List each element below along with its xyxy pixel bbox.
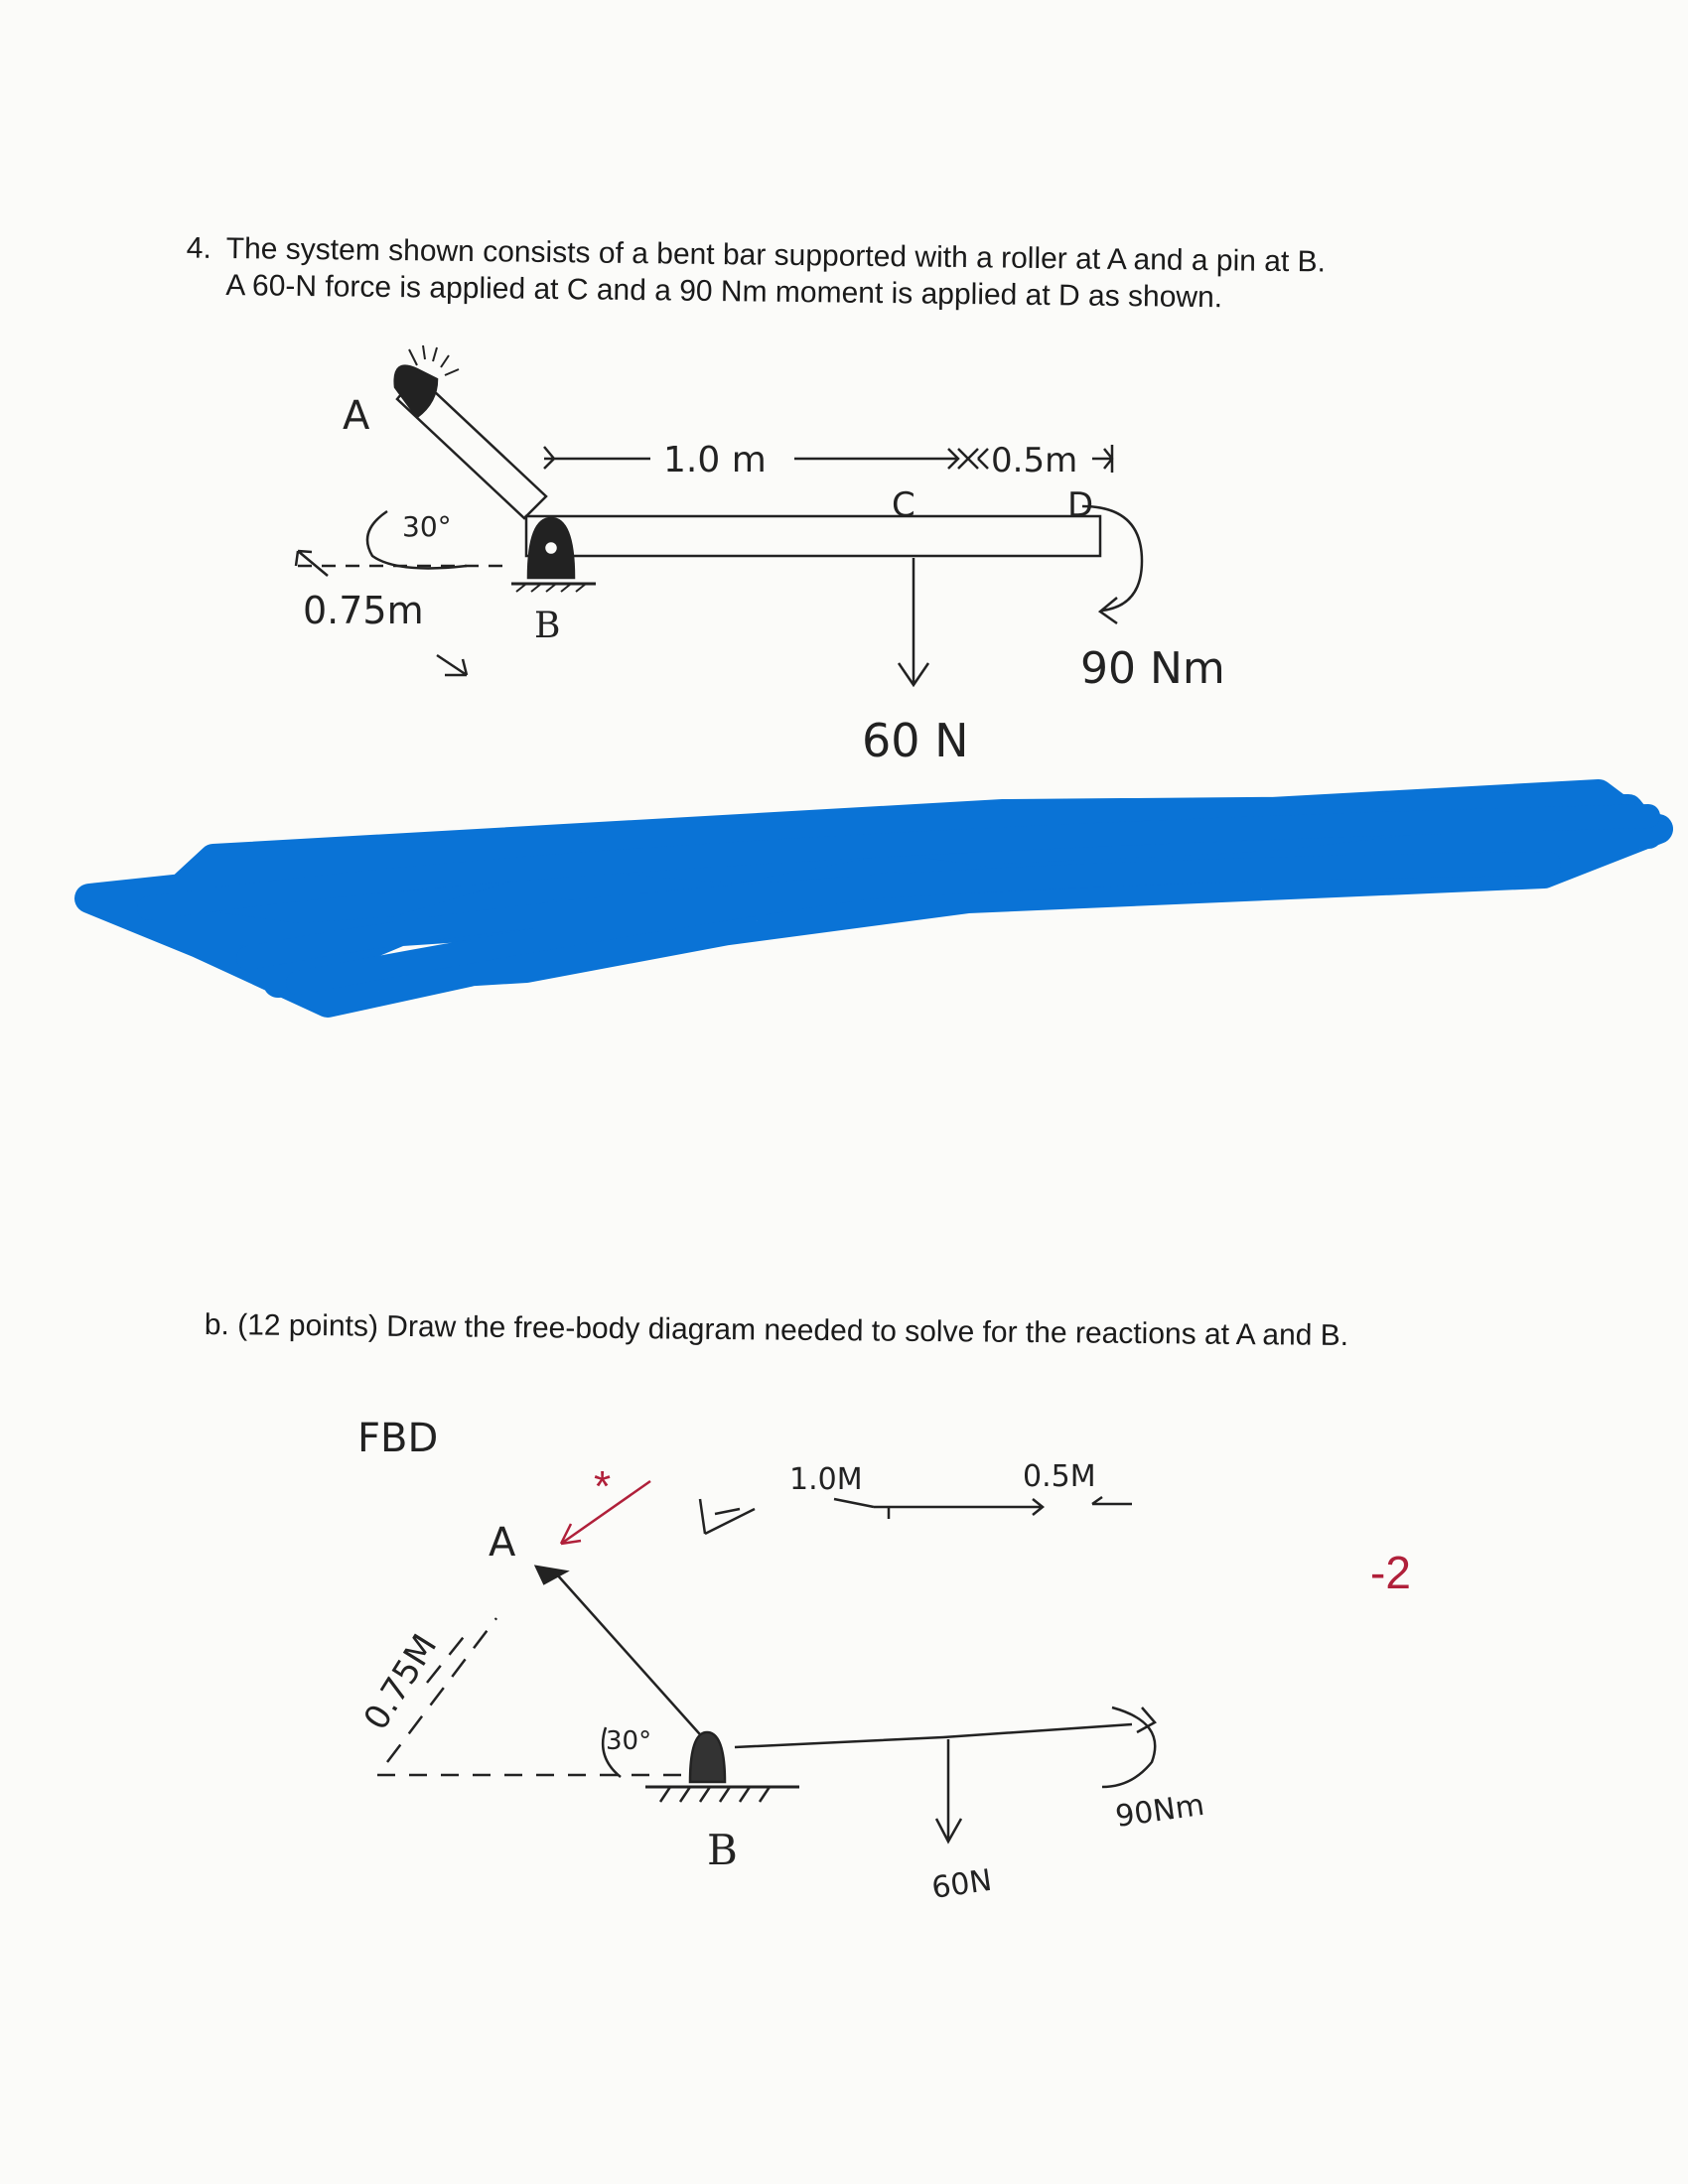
fbd-moment: 90Nm — [1113, 1787, 1207, 1835]
figure-angle: 30° — [402, 510, 452, 543]
fbd-moment-arrow — [1102, 1707, 1155, 1787]
figure-label-d: D — [1067, 485, 1094, 525]
fbd-force: 60N — [929, 1862, 995, 1906]
problem-number: 4. — [186, 231, 212, 265]
fbd-length-cd: 0.5M — [1023, 1459, 1096, 1494]
figure-label-c: C — [892, 485, 915, 525]
problem-line-2: A 60-N force is applied at C and a 90 Nm moment is applied at D as shown. — [225, 268, 1223, 315]
fbd-angle: 30° — [606, 1726, 652, 1756]
figure-moment: 90 Nm — [1080, 643, 1225, 694]
problem-line-1: The system shown consists of a bent bar supported with a roller at A and a pin at B. — [225, 231, 1327, 279]
part-b-question: b. (12 points) Draw the free-body diagram needed to solve for the reactions at A and B. — [204, 1308, 1349, 1353]
fbd-label-a: A — [489, 1520, 516, 1566]
figure-length-cd: 0.5m — [991, 441, 1078, 480]
fbd-force-arrow — [936, 1739, 961, 1842]
figure-label-b: B — [534, 606, 561, 646]
grading-star: * — [594, 1462, 612, 1511]
fbd-horizontal-bar — [735, 1724, 1132, 1747]
figure-label-a: A — [343, 393, 370, 439]
fbd-title: FBD — [357, 1416, 439, 1461]
fbd-inclined-bar — [556, 1573, 707, 1742]
grading-mark: -2 — [1370, 1547, 1411, 1598]
figure-force: 60 N — [862, 714, 969, 767]
figure-length-ab: 0.75m — [303, 589, 424, 632]
figure-length-bc: 1.0 m — [663, 440, 767, 480]
fbd-pin-b — [690, 1732, 725, 1782]
fbd-length-ab: 0.75M — [355, 1627, 446, 1737]
fbd-length-bc: 1.0M — [789, 1462, 863, 1497]
fbd-label-b: B — [707, 1826, 738, 1874]
